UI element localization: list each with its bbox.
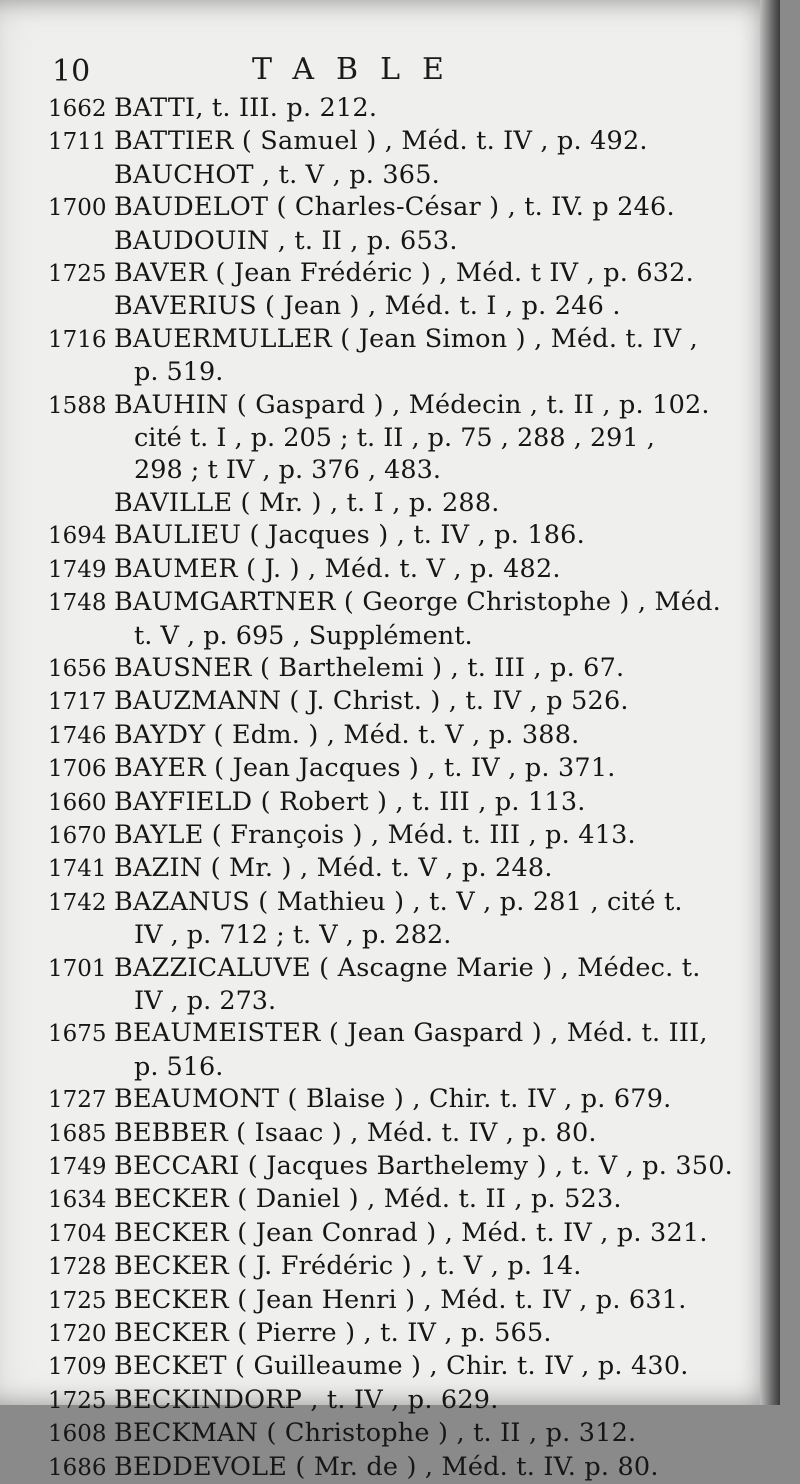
entry-year: 1711 <box>48 129 107 156</box>
index-entry <box>48 1183 740 1216</box>
entry-text: BAVILLE ( Mr. ) , t. I , p. 288. <box>114 487 500 518</box>
index-entry <box>48 1150 740 1183</box>
entry-text: BAULIEU ( Jacques ) , t. IV , p. 186. <box>114 520 585 551</box>
entry-text: BAUSNER ( Barthelemi ) , t. III , p. 67. <box>114 652 625 683</box>
entry-text: BEAUMONT ( Blaise ) , Chir. t. IV , p. 679. <box>114 1084 672 1115</box>
entry-text: BECCARI ( Jacques Barthelemy ) , t. V , p. 350. <box>114 1151 733 1181</box>
index-entry <box>48 159 740 191</box>
entry-year: 1670 <box>48 822 107 849</box>
entry-text: BATTI, t. III. p. 212. <box>114 93 378 123</box>
index-entry <box>48 125 740 158</box>
entry-year: 1675 <box>48 1021 107 1048</box>
entry-year: 1662 <box>48 96 107 122</box>
entry-text: BAUZMANN ( J. Christ. ) , t. IV , p 526. <box>114 686 629 717</box>
index-entry <box>48 1451 740 1484</box>
entry-text: BAYDY ( Edm. ) , Méd. t. V , p. 388. <box>114 719 580 750</box>
entry-year: 1749 <box>48 1154 107 1180</box>
entry-text: BAVERIUS ( Jean ) , Méd. t. I , p. 246 . <box>114 291 621 322</box>
entry-year: 1660 <box>48 789 107 816</box>
entry-text: BAUDELOT ( Charles-César ) , t. IV. p 246. <box>114 192 675 223</box>
entry-year: 1725 <box>48 261 107 288</box>
entry-year: 1656 <box>48 655 107 682</box>
index-entry <box>48 1017 740 1050</box>
entry-text: BAUCHOT , t. V , p. 365. <box>114 159 440 190</box>
entry-text: BATTIER ( Samuel ) , Méd. t. IV , p. 492. <box>114 126 648 157</box>
entry-year: 1749 <box>48 556 107 583</box>
entry-year: 1700 <box>48 195 107 222</box>
entry-year: 1608 <box>48 1421 107 1448</box>
index-entry <box>48 819 740 852</box>
entry-year: 1706 <box>48 756 107 783</box>
index-entry <box>48 852 740 885</box>
entry-text: BAUMER ( J. ) , Méd. t. V , p. 482. <box>114 553 561 584</box>
index-entry <box>48 389 740 422</box>
entry-year: 1725 <box>48 1287 107 1314</box>
index-entry <box>48 1317 740 1350</box>
index-entry <box>48 1083 740 1116</box>
entry-year: 1741 <box>48 856 107 883</box>
entry-text: BAZZICALUVE ( Ascagne Marie ) , Médec. t. <box>114 952 701 983</box>
entry-text: BEAUMEISTER ( Jean Gaspard ) , Méd. t. III, <box>114 1018 708 1049</box>
entry-year: 1709 <box>48 1354 107 1381</box>
entry-year: 1704 <box>48 1220 107 1247</box>
index-entry <box>48 225 740 257</box>
entry-year: 1727 <box>48 1087 107 1114</box>
entry-year: 1725 <box>48 1387 107 1414</box>
entry-text: BECKER ( J. Frédéric ) , t. V , p. 14. <box>114 1251 582 1282</box>
running-title: TABLE <box>252 52 466 87</box>
index-entry <box>48 257 740 290</box>
entry-year: 1748 <box>48 590 107 617</box>
index-entry <box>48 886 740 919</box>
entry-year: 1701 <box>48 955 107 982</box>
index-entry <box>48 786 740 819</box>
entry-text: BECKINDORP , t. IV , p. 629. <box>114 1384 499 1415</box>
entry-year: 1720 <box>48 1321 107 1348</box>
entry-year: 1685 <box>48 1120 107 1147</box>
index-entry <box>48 1117 740 1150</box>
entry-year: 1716 <box>48 326 107 353</box>
entry-text: BAZANUS ( Mathieu ) , t. V , p. 281 , cité t. <box>114 886 683 917</box>
index-entry <box>48 553 740 586</box>
entry-year: 1686 <box>48 1454 107 1481</box>
entry-text: BAYFIELD ( Robert ) , t. III , p. 113. <box>114 786 586 817</box>
entry-text: BAUDOUIN , t. II , p. 653. <box>114 225 458 256</box>
index-entry <box>48 1250 740 1283</box>
entry-text: BAVER ( Jean Frédéric ) , Méd. t IV , p. 632. <box>114 258 694 289</box>
page-edge-shadow <box>760 0 780 1405</box>
entry-continuation: p. 519. <box>134 357 224 388</box>
entry-text: BAZIN ( Mr. ) , Méd. t. V , p. 248. <box>114 853 553 884</box>
entry-continuation: t. V , p. 695 , Supplément. <box>134 620 473 651</box>
entry-continuation: 298 ; t IV , p. 376 , 483. <box>134 455 441 486</box>
entry-continuation: IV , p. 273. <box>134 985 277 1016</box>
index-entry <box>48 1417 740 1450</box>
index-entry <box>48 586 740 619</box>
index-entry <box>48 1284 740 1317</box>
index-entry <box>48 1350 740 1383</box>
entry-text: BEDDEVOLE ( Mr. de ) , Méd. t. IV. p. 80. <box>114 1451 659 1482</box>
entry-text: BAUERMULLER ( Jean Simon ) , Méd. t. IV , <box>114 323 698 354</box>
entry-year: 1746 <box>48 722 107 749</box>
entry-year: 1694 <box>48 523 107 550</box>
index-entry <box>48 1217 740 1250</box>
index-entry <box>48 952 740 985</box>
entry-text: BAUMGARTNER ( George Christophe ) , Méd. <box>114 587 721 618</box>
entry-text: BAYLE ( François ) , Méd. t. III , p. 413. <box>114 819 636 850</box>
index-entry <box>48 92 740 125</box>
entry-text: BECKET ( Guilleaume ) , Chir. t. IV , p. 430. <box>114 1351 689 1382</box>
entry-text: BAYER ( Jean Jacques ) , t. IV , p. 371. <box>114 753 616 784</box>
index-entry <box>48 519 740 552</box>
entry-text: BAUHIN ( Gaspard ) , Médecin , t. II , p. 102. <box>114 389 710 420</box>
index-entry <box>48 652 740 685</box>
entry-text: BECKER ( Jean Henri ) , Méd. t. IV , p. 631. <box>114 1284 687 1315</box>
index-entry <box>48 1384 740 1417</box>
index-entry <box>48 323 740 356</box>
entry-year: 1728 <box>48 1254 107 1281</box>
entry-text: BECKER ( Jean Conrad ) , Méd. t. IV , p. 321. <box>114 1217 708 1248</box>
entry-year: 1717 <box>48 689 107 716</box>
entry-continuation: IV , p. 712 ; t. V , p. 282. <box>134 920 452 951</box>
entry-text: BECKER ( Pierre ) , t. IV , p. 565. <box>114 1318 552 1349</box>
index-entry <box>48 719 740 752</box>
entry-text: BEBBER ( Isaac ) , Méd. t. IV , p. 80. <box>114 1117 597 1148</box>
entry-year: 1742 <box>48 889 107 916</box>
index-entry <box>48 191 740 224</box>
entry-text: BECKER ( Daniel ) , Méd. t. II , p. 523. <box>114 1184 622 1215</box>
entry-continuation: cité t. I , p. 205 ; t. II , p. 75 , 288 , 291 , <box>134 423 655 454</box>
index-entry <box>48 752 740 785</box>
entry-continuation: p. 516. <box>134 1051 224 1082</box>
index-entry <box>48 685 740 718</box>
index-entry <box>48 290 740 322</box>
index-entry <box>48 487 740 519</box>
entry-year: 1588 <box>48 392 107 419</box>
page-number: 10 <box>52 54 91 89</box>
index-entries <box>48 92 740 1484</box>
entry-year: 1634 <box>48 1187 107 1214</box>
entry-text: BECKMAN ( Christophe ) , t. II , p. 312. <box>114 1418 637 1449</box>
